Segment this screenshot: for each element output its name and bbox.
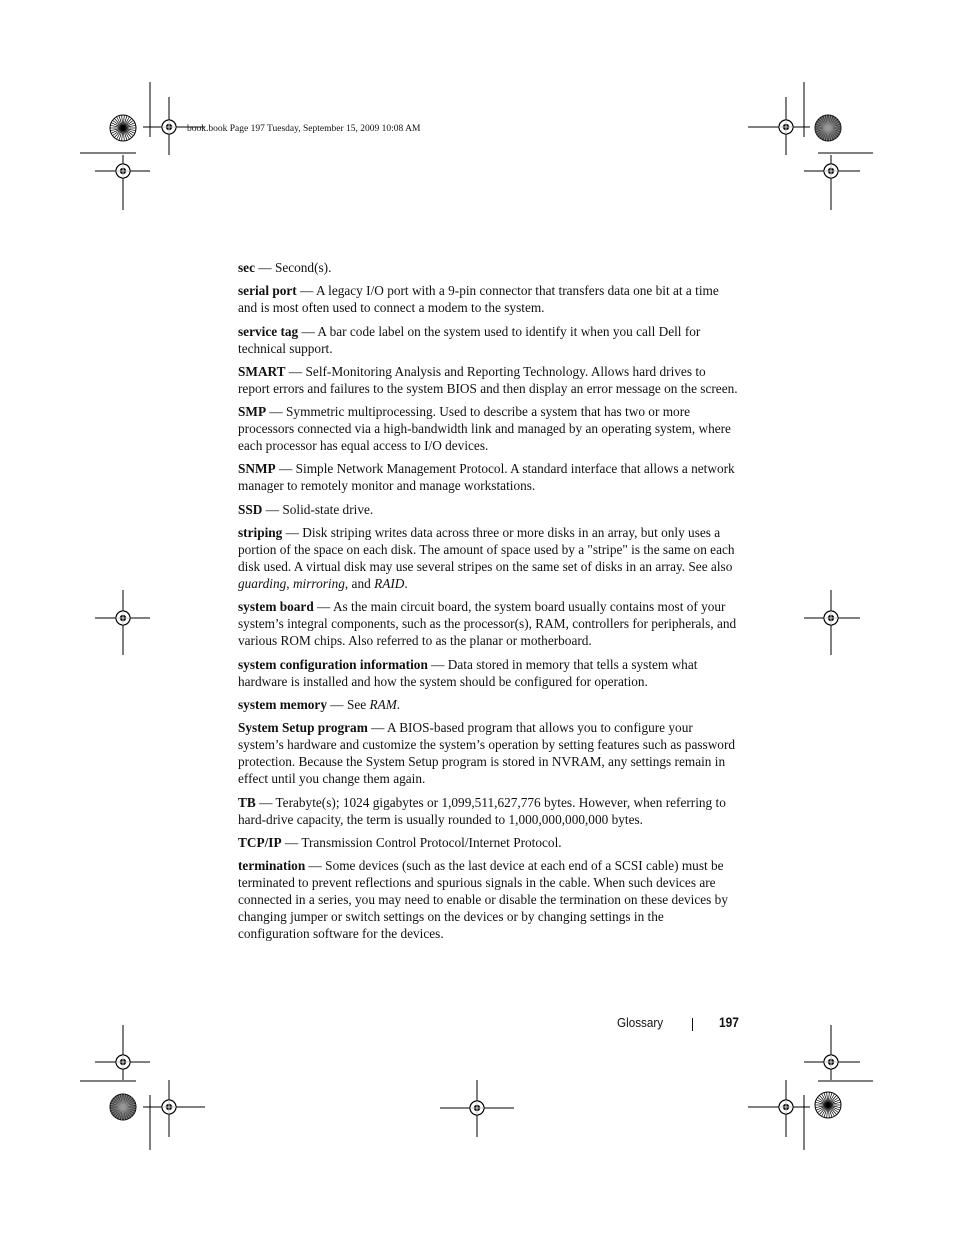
glossary-entries [238, 259, 738, 948]
definition-text: Symmetric multiprocessing. Used to describe a system that has two or more processors connected via a high-bandwidth link and managed by an operating system, where each processor has equal access to I/O devices. [238, 404, 731, 454]
definition-text: Second(s). [274, 260, 332, 275]
em-dash: — [313, 599, 333, 615]
definition-text: Terabyte(s); 1024 gigabytes or 1,099,511,627,776 bytes. However, when referring to hard-drive capacity, the term is usually rounded to 1,000,000,000,000 bytes. [238, 794, 726, 827]
print-slug: book.book Page 197 Tuesday, September 15, 2009 10:08 AM [187, 124, 421, 134]
em-dash: — [281, 834, 302, 850]
definition-text: As the main circuit board, the system board usually contains most of your system’s integral components, such as the processor(s), RAM, controllers for peripherals, and various ROM chips. Also referred to as the planar or motherboard. [238, 599, 737, 649]
glossary-term: SNMP [238, 461, 276, 477]
glossary-term: serial port [238, 283, 297, 299]
em-dash: — [282, 525, 303, 541]
em-dash: — [367, 720, 387, 736]
definition-text: A legacy I/O port with a 9-pin connector that transfers data one bit at a time and is most often used to connect a modem to the system. [238, 283, 719, 316]
glossary-entry [238, 460, 738, 494]
definition-text: . [404, 576, 408, 592]
glossary-entry [238, 794, 738, 828]
glossary-entry [238, 834, 738, 851]
definition-text: , [286, 576, 293, 592]
glossary-term: SMP [238, 404, 267, 420]
glossary-entry [238, 403, 738, 454]
glossary-term: service tag [238, 323, 299, 339]
em-dash: — [326, 696, 347, 712]
cross-reference: mirroring [292, 576, 345, 592]
glossary-term: SSD [238, 501, 263, 517]
footer-section-label: Glossary [617, 1015, 664, 1030]
definition-text: Self-Monitoring Analysis and Reporting Technology. Allows hard drives to report errors and failures to the system BIOS and then display an error message on the screen. [238, 363, 738, 396]
glossary-term: TB [238, 794, 256, 810]
em-dash: — [266, 404, 287, 420]
glossary-entry [238, 259, 738, 276]
glossary-term: system memory [238, 696, 327, 712]
cross-reference: guarding [238, 576, 287, 592]
cross-reference: RAM [369, 696, 397, 712]
footer-divider [692, 1018, 693, 1031]
definition-text: . [396, 696, 401, 712]
glossary-entry [238, 501, 738, 518]
em-dash: — [255, 794, 276, 810]
glossary-term: striping [238, 525, 283, 541]
glossary-entry [238, 363, 738, 397]
definition-text: Solid-state drive. [282, 501, 374, 517]
definition-text: Data stored in memory that tells a system what hardware is installed and how the system should be configured for operation. [238, 656, 698, 689]
definition-text: , and [344, 576, 375, 592]
glossary-entry [238, 656, 738, 690]
glossary-term: sec [238, 260, 255, 275]
em-dash: — [285, 363, 306, 379]
cross-reference: RAID [374, 576, 405, 592]
definition-text: Disk striping writes data across three or more disks in an array, but only uses a portion of the space on each disk. The amount of space used by a "stripe" is the same on each disk used. A virtual disk may use several stripes on the same set of disks in an array. See also [238, 525, 735, 575]
em-dash: — [427, 656, 448, 672]
glossary-term: System Setup program [238, 720, 368, 736]
page-number: 197 [719, 1014, 739, 1030]
em-dash: — [275, 461, 296, 477]
glossary-entry [238, 524, 738, 592]
glossary-term: system board [238, 599, 314, 615]
glossary-term: TCP/IP [238, 834, 282, 850]
em-dash: — [296, 283, 316, 299]
glossary-entry [238, 696, 738, 713]
glossary-entry [238, 719, 738, 787]
definition-text: A BIOS-based program that allows you to configure your system’s hardware and customize the system’s operation by setting features such as password protection. Because the System Setup program is stored in NVRAM, any settings remain in effect until you change them again. [238, 720, 736, 787]
definition-text: See [346, 696, 370, 712]
definition-text: Some devices (such as the last device at each end of a SCSI cable) must be terminated to prevent reflections and spurious signals in the cable. When such devices are connected in a series, you may need to enable or disable the termination on these devices by changing jumper or switch settings on the devices or by changing settings in the configuration software for the devices. [238, 858, 728, 942]
glossary-term: SMART [238, 363, 286, 379]
glossary-entry [238, 282, 738, 316]
em-dash: — [254, 260, 275, 275]
em-dash: — [298, 323, 318, 339]
definition-text: Transmission Control Protocol/Internet Protocol. [301, 834, 562, 850]
glossary-term: system configuration information [238, 656, 428, 672]
definition-text: A bar code label on the system used to identify it when you call Dell for technical support. [238, 323, 701, 356]
glossary-entry [238, 598, 738, 649]
glossary-entry [238, 323, 738, 357]
glossary-term: termination [238, 858, 306, 874]
definition-text: Simple Network Management Protocol. A standard interface that allows a network manager to remotely monitor and manage workstations. [238, 461, 735, 494]
em-dash: — [262, 501, 283, 517]
glossary-entry [238, 857, 738, 942]
em-dash: — [305, 858, 326, 874]
